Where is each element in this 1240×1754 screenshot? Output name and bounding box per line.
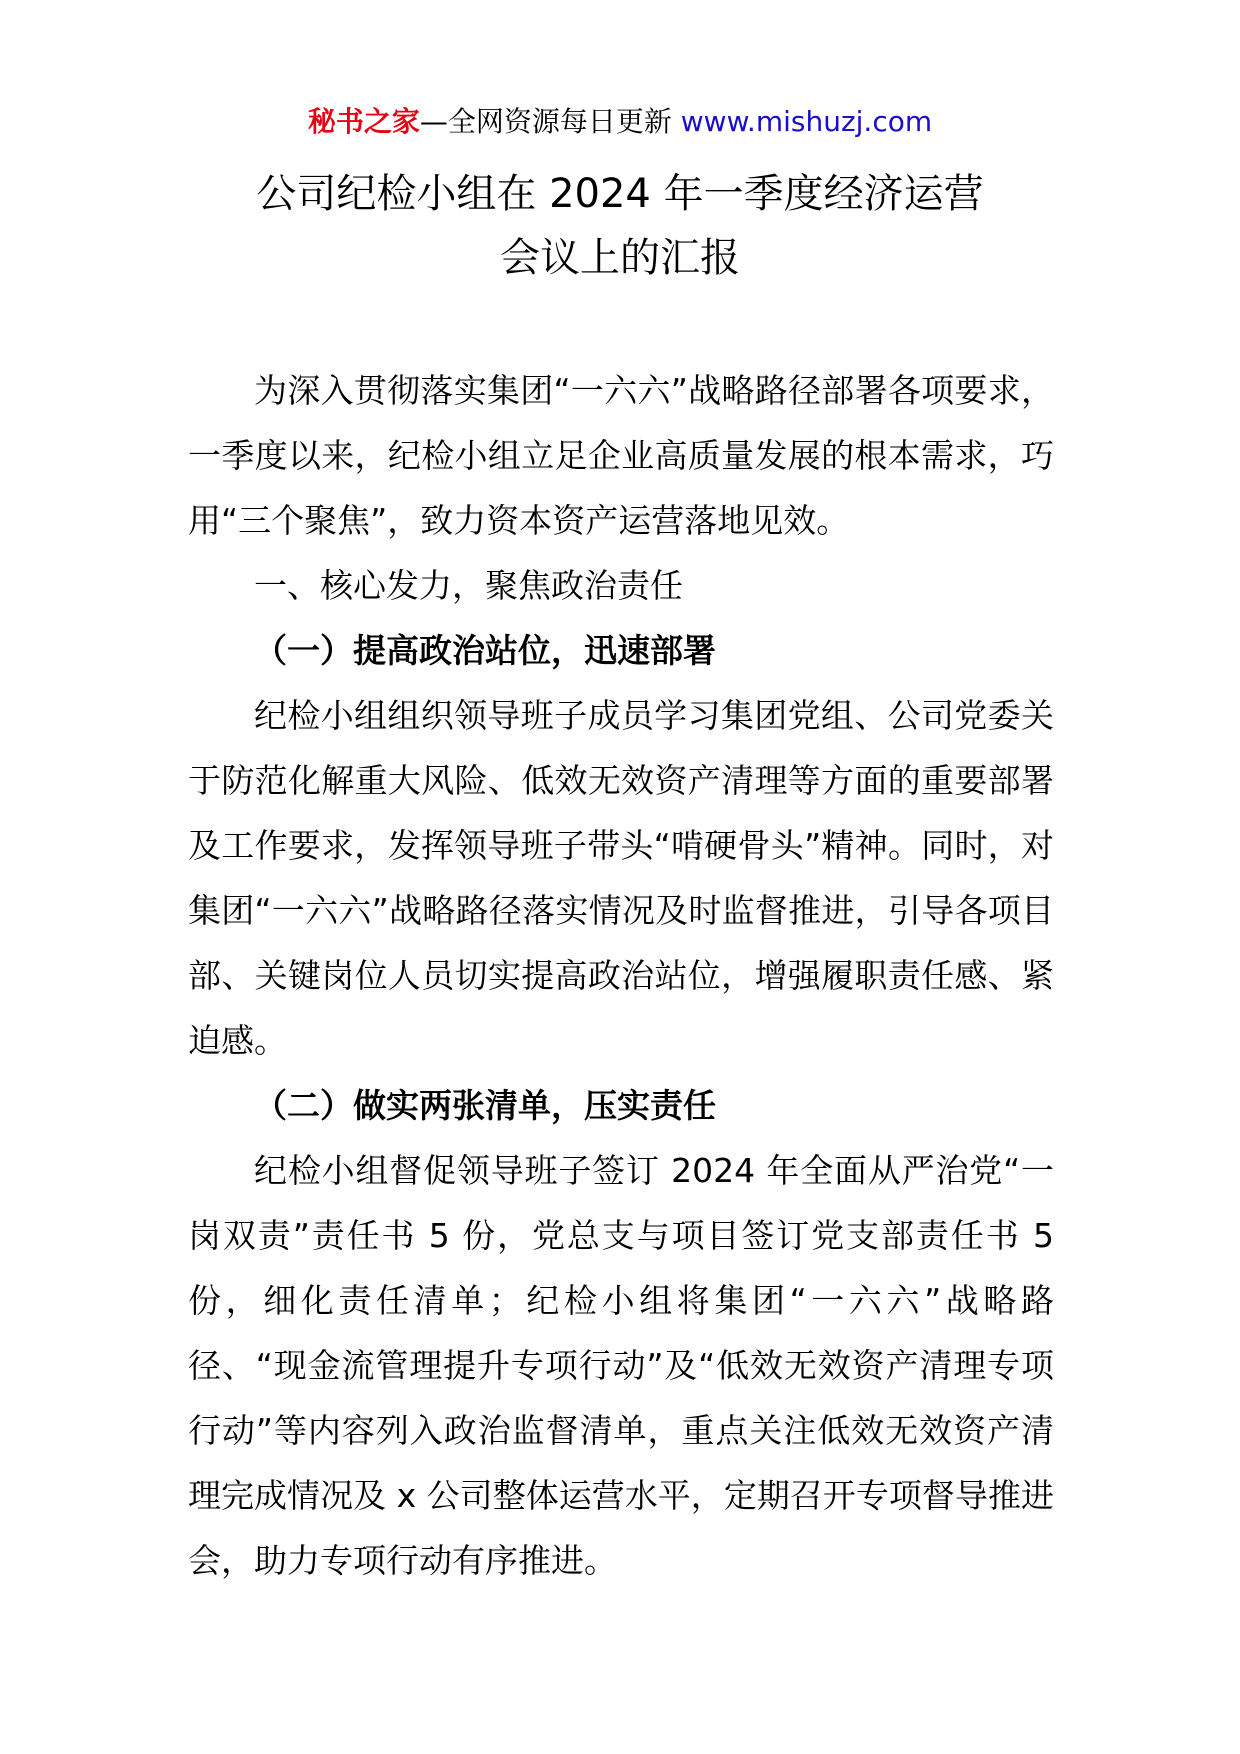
document-title-line-1: 公司纪检小组在 2024 年一季度经济运营 <box>256 171 984 217</box>
website-link[interactable]: www.mishuzj.com <box>680 105 933 138</box>
document-title-line-2: 会议上的汇报 <box>500 235 740 281</box>
brand-slogan: —全网资源每日更新 <box>419 105 681 138</box>
body-paragraph-2: 纪检小组督促领导班子签订 2024 年全面从严治党“一岗双责”责任书 5 份，党总支与项目签订党支部责任书 5 份，细化责任清单；纪检小组将集团“一六六”战略路径、“现金流管理提升专项行动”及“低效无效资产清理专项行动”等内容列入政治监督清单，重点关注低效无效资产清理完成情况及 x 公司整体运营水平，定期召开专项督导推进会，助力专项行动有序推进。 <box>188 1151 1054 1580</box>
body-paragraph-1: 纪检小组组织领导班子成员学习集团党组、公司党委关于防范化解重大风险、低效无效资产清理等方面的重要部署及工作要求，发挥领导班子带头“啃硬骨头”精神。同时，对集团“一六六”战略路径落实情况及时监督推进，引导各项目部、关键岗位人员切实提高政治站位，增强履职责任感、紧迫感。 <box>188 696 1054 1060</box>
watermark-header <box>0 102 1240 142</box>
document-body <box>188 358 1054 1593</box>
section-heading-1: 一、核心发力，聚焦政治责任 <box>254 566 683 605</box>
subsection-heading-1: （一）提高政治站位，迅速部署 <box>254 631 716 670</box>
brand-name: 秘书之家 <box>307 105 420 138</box>
subsection-heading-2: （二）做实两张清单，压实责任 <box>254 1086 716 1125</box>
intro-paragraph: 为深入贯彻落实集团“一六六”战略路径部署各项要求，一季度以来，纪检小组立足企业高质量发展的根本需求，巧用“三个聚焦”，致力资本资产运营落地见效。 <box>188 371 1054 540</box>
